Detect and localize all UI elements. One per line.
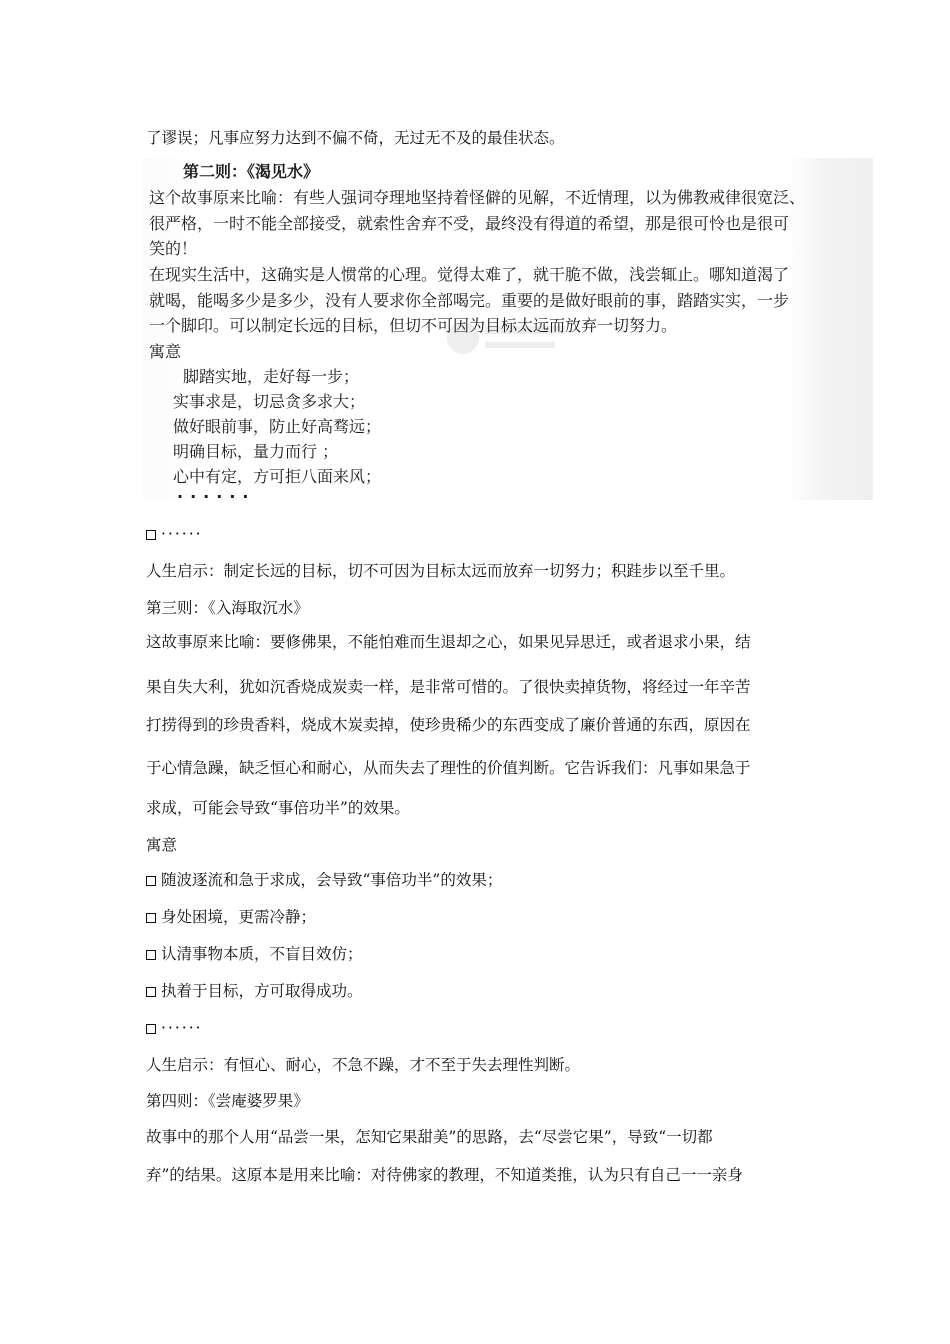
paragraph-line: 于心情急躁，缺乏恒心和耐心，从而失去了理性的价值判断。它告诉我们：凡事如果急于 — [146, 759, 751, 777]
continued-text-line: 了谬误；凡事应努力达到不偏不倚，无过无不及的最佳状态。 — [146, 129, 565, 147]
moral-item: 随波逐流和急于求成，会导致“事倍功半”的效果； — [146, 870, 502, 890]
life-insight-text: 人生启示：制定长远的目标，切不可因为目标太远而放弃一切努力；积跬步以至千里。 — [146, 562, 736, 580]
bullet-dots-line: ······ — [146, 1018, 203, 1038]
paragraph-line: 弃”的结果。这原本是用来比喻：对待佛家的教理，不知道类推，认为只有自己一一亲身 — [146, 1166, 743, 1184]
checkbox-square-icon — [146, 530, 156, 540]
image-moral-item: 心中有定，方可拒八面来风； — [173, 467, 382, 486]
image-paragraph-line: 在现实生活中，这确实是人惯常的心理。觉得太难了，就干脆不做，浅尝辄止。哪知道渴了 — [149, 265, 790, 284]
section-title: 第四则：《尝庵婆罗果》 — [146, 1092, 309, 1110]
embedded-text-image — [143, 158, 873, 500]
image-moral-item: 做好眼前事，防止好高骛远； — [173, 417, 382, 436]
checkbox-square-icon — [146, 876, 156, 886]
moral-item: 身处困境，更需冷静； — [146, 907, 316, 927]
image-moral-item: 实事求是，切忌贪多求大； — [173, 392, 366, 411]
image-paragraph-line: 笑的！ — [149, 239, 198, 258]
image-paragraph-line: 很严格，一时不能全部接受，就索性舍弃不受，最终没有得道的希望，那是很可怜也是很可 — [149, 214, 790, 233]
paragraph-line: 打捞得到的珍贵香料，烧成木炭卖掉，使珍贵稀少的东西变成了廉价普通的东西，原因在 — [146, 716, 751, 734]
checkbox-square-icon — [146, 913, 156, 923]
image-paragraph-line: 就喝，能喝多少是多少，没有人要求你全部喝完。重要的是做好眼前的事，踏踏实实，一步 — [149, 291, 790, 310]
moral-item: 认清事物本质，不盲目效仿； — [146, 944, 363, 964]
bullet-dots-line: ······ — [146, 524, 203, 544]
moral-item: 执着于目标，方可取得成功。 — [146, 981, 363, 1001]
paragraph-line: 这故事原来比喻：要修佛果，不能怕难而生退却之心，如果见异思迁，或者退求小果，结 — [146, 633, 751, 651]
image-paragraph-line: 一个脚印。可以制定长远的目标，但切不可因为目标太远而放弃一切努力。 — [149, 316, 678, 335]
image-paragraph-line: 这个故事原来比喻：有些人强词夺理地坚持着怪僻的见解，不近情理，以为佛教戒律很宽泛、 — [149, 188, 806, 207]
image-section-title: 第二则：《渴见水》 — [183, 162, 320, 181]
image-moral-item: 明确目标，量力而行 ； — [173, 442, 339, 461]
image-moral-item: 脚踏实地，走好每一步； — [183, 367, 360, 386]
image-moral-label: 寓意 — [149, 342, 182, 361]
checkbox-square-icon — [146, 950, 156, 960]
paragraph-line: 故事中的那个人用“品尝一果，怎知它果甜美”的思路，去“尽尝它果”，导致“一切都 — [146, 1128, 713, 1146]
paragraph-line: 求成，可能会导致“事倍功半”的效果。 — [146, 799, 410, 817]
paragraph-line: 果自失大利，犹如沉香烧成炭卖一样，是非常可惜的。了很快卖掉货物，将经过一年辛苦 — [146, 678, 751, 696]
moral-label: 寓意 — [146, 836, 178, 854]
checkbox-square-icon — [146, 987, 156, 997]
section-title: 第三则：《入海取沉水》 — [146, 599, 309, 617]
life-insight-text: 人生启示：有恒心、耐心，不急不躁，才不至于失去理性判断。 — [146, 1056, 581, 1074]
checkbox-square-icon — [146, 1024, 156, 1034]
image-ellipsis-dots: ······ — [177, 487, 256, 500]
